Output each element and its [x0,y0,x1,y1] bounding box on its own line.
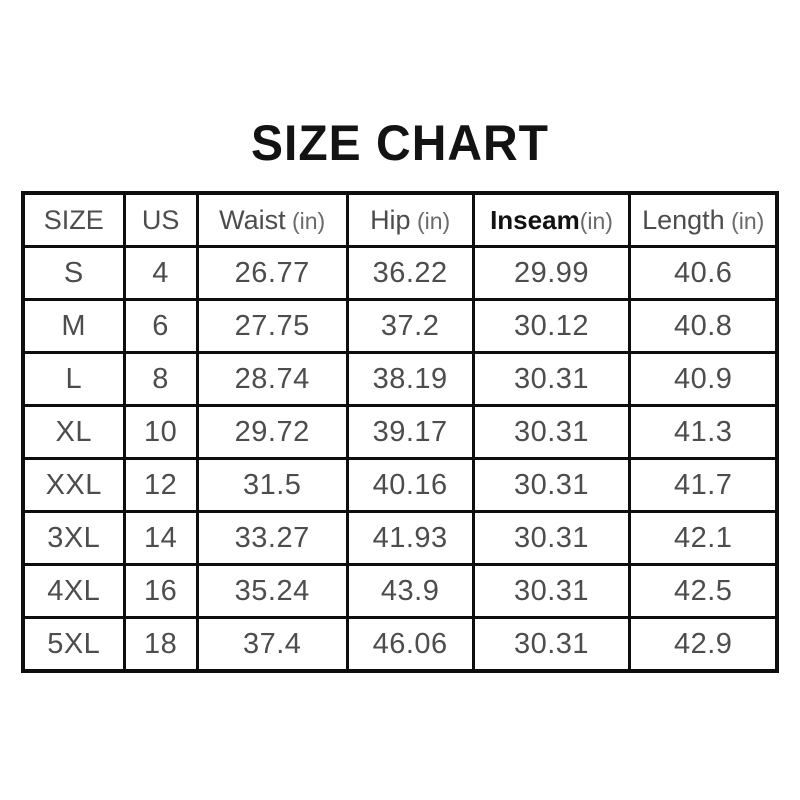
table-cell: 4XL [23,565,124,618]
column-header-label: Length [642,204,725,235]
table-cell: 40.16 [347,459,473,512]
table-cell: L [23,353,124,406]
table-cell: XXL [23,459,124,512]
table-row-5xl [23,618,777,672]
table-cell: 3XL [23,512,124,565]
table-cell: S [23,247,124,300]
table-cell: 40.8 [630,300,777,353]
table-cell: 42.5 [630,565,777,618]
table-cell: 43.9 [347,565,473,618]
table-cell: 28.74 [197,353,347,406]
table-cell: XL [23,406,124,459]
table-cell: 30.31 [473,406,630,459]
table-row-4xl [23,565,777,618]
table-cell: 38.19 [347,353,473,406]
table-cell: M [23,300,124,353]
column-header-label: US [141,204,180,235]
table-row-l [23,353,777,406]
table-cell: 14 [124,512,197,565]
table-row-xl [23,406,777,459]
table-cell: 26.77 [197,247,347,300]
table-cell: 41.7 [630,459,777,512]
table-cell: 8 [124,353,197,406]
table-cell: 40.9 [630,353,777,406]
table-row-s [23,247,777,300]
table-cell: 30.12 [473,300,630,353]
column-header-us [124,193,197,247]
column-header-unit: (in) [285,207,326,234]
table-cell: 33.27 [197,512,347,565]
table-cell: 16 [124,565,197,618]
table-cell: 40.6 [630,247,777,300]
column-header-unit: (in) [410,207,451,234]
size-chart-table [21,191,779,673]
table-row-m [23,300,777,353]
page-title: SIZE CHART [251,115,549,172]
table-cell: 10 [124,406,197,459]
column-header-label: Hip [370,204,411,235]
column-header-label: SIZE [43,204,104,235]
table-cell: 37.4 [197,618,347,672]
table-cell: 31.5 [197,459,347,512]
header-row [23,193,777,247]
table-cell: 30.31 [473,565,630,618]
column-header-length [630,193,777,247]
table-cell: 5XL [23,618,124,672]
column-header-size [23,193,124,247]
column-header-hip [347,193,473,247]
table-body [23,247,777,672]
table-cell: 46.06 [347,618,473,672]
column-header-unit: (in) [724,207,765,234]
table-cell: 29.99 [473,247,630,300]
table-cell: 36.22 [347,247,473,300]
table-cell: 30.31 [473,459,630,512]
table-cell: 35.24 [197,565,347,618]
table-cell: 41.93 [347,512,473,565]
column-header-label: Inseam [490,204,580,235]
table-cell: 30.31 [473,618,630,672]
column-header-waist [197,193,347,247]
table-cell: 41.3 [630,406,777,459]
table-cell: 30.31 [473,512,630,565]
table-cell: 4 [124,247,197,300]
table-cell: 30.31 [473,353,630,406]
table-cell: 29.72 [197,406,347,459]
table-cell: 6 [124,300,197,353]
table-cell: 42.9 [630,618,777,672]
column-header-inseam [473,193,630,247]
column-header-unit: (in) [579,207,613,234]
table-cell: 18 [124,618,197,672]
table-cell: 37.2 [347,300,473,353]
table-cell: 12 [124,459,197,512]
table-cell: 39.17 [347,406,473,459]
column-header-label: Waist [219,204,286,235]
table-cell: 27.75 [197,300,347,353]
table-cell: 42.1 [630,512,777,565]
table-header-row [23,193,777,247]
table-row-xxl [23,459,777,512]
table-row-3xl [23,512,777,565]
